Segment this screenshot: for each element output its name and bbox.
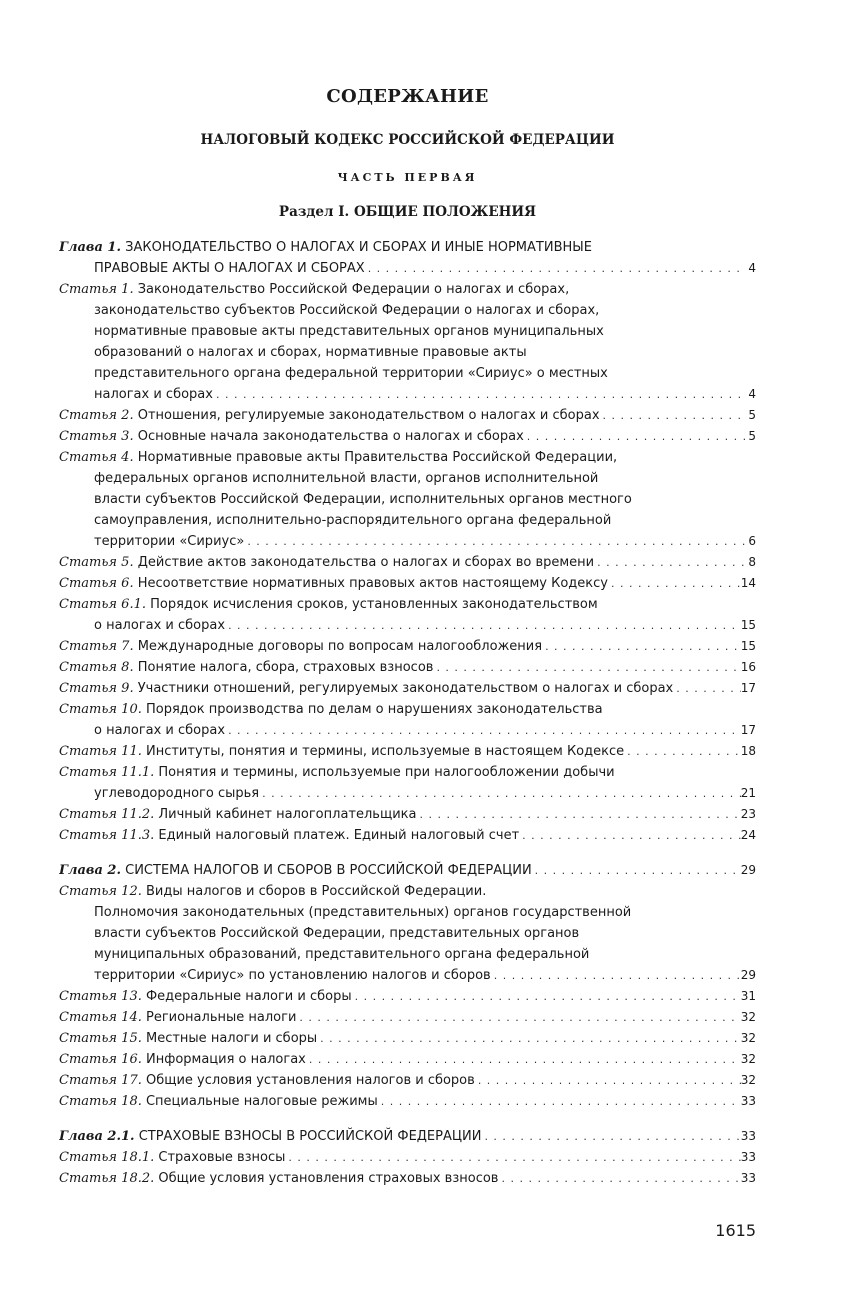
- toc-entry-label: Глава 1.: [59, 240, 121, 255]
- toc-entry-text: территории «Сириус» по установлению налогов и сборов: [94, 968, 491, 983]
- toc-chapter-entry[interactable]: [59, 237, 756, 279]
- toc-entry-label: Статья 12.: [59, 884, 142, 899]
- toc-entry-text: Федеральные налоги и сборы: [145, 989, 352, 1004]
- toc-page-number: 4: [748, 387, 756, 401]
- toc-page-number: 33: [740, 1094, 756, 1108]
- toc-page-number: 29: [740, 968, 756, 982]
- toc-article-entry[interactable]: [59, 986, 756, 1007]
- toc-article-entry[interactable]: [59, 279, 756, 405]
- toc-page-number: 17: [740, 681, 756, 695]
- toc-entry-text: Общие условия установления страховых взносов: [158, 1171, 499, 1186]
- toc-article-entry[interactable]: [59, 426, 756, 447]
- toc-article-entry[interactable]: [59, 741, 756, 762]
- leader-dots: [524, 426, 746, 447]
- toc-article-entry[interactable]: [59, 594, 756, 636]
- toc-article-entry[interactable]: [59, 1007, 756, 1028]
- leader-dots: [225, 615, 741, 636]
- toc-entry-label: Статья 17.: [59, 1073, 142, 1088]
- leader-dots: [491, 965, 741, 986]
- toc-entry-text: Специальные налоговые режимы: [145, 1094, 378, 1109]
- toc-page-number: 24: [740, 828, 756, 842]
- leader-dots: [624, 741, 741, 762]
- toc-entry-label: Глава 2.1.: [59, 1129, 135, 1144]
- toc-article-entry[interactable]: [59, 762, 756, 804]
- part-title: ЧАСТЬ ПЕРВАЯ: [337, 171, 478, 184]
- toc-entry-label: Статья 9.: [59, 681, 134, 696]
- toc-article-entry[interactable]: [59, 657, 756, 678]
- page-title: СОДЕРЖАНИЕ: [326, 86, 489, 107]
- toc-entry-text: муниципальных образований, представительного органа федеральной: [94, 947, 590, 962]
- toc-chapter-entry[interactable]: [59, 860, 756, 881]
- toc-entry-text: Законодательство Российской Федерации о налогах и сборах,: [137, 282, 570, 297]
- leader-dots: [519, 825, 741, 846]
- toc-entry-text: Несоответствие нормативных правовых актов настоящему Кодексу: [137, 576, 608, 591]
- toc-entry-text: ПРАВОВЫЕ АКТЫ О НАЛОГАХ И СБОРАХ: [94, 261, 365, 276]
- toc-entry-text: Понятие налога, сбора, страховых взносов: [137, 660, 434, 675]
- toc-page-number: 18: [740, 744, 756, 758]
- toc-entry-label: Глава 2.: [59, 863, 121, 878]
- leader-dots: [378, 1091, 741, 1112]
- toc-entry-text: федеральных органов исполнительной власти, органов исполнительной: [94, 471, 599, 486]
- toc-entry-text: Институты, понятия и термины, используемые в настоящем Кодексе: [145, 744, 625, 759]
- toc-article-entry[interactable]: [59, 552, 756, 573]
- leader-dots: [498, 1168, 740, 1189]
- leader-dots: [594, 552, 746, 573]
- table-of-contents: [59, 237, 756, 1189]
- toc-entry-text: самоуправления, исполнительно-распорядительного органа федеральной: [94, 513, 612, 528]
- toc-entry-text: Региональные налоги: [145, 1010, 297, 1025]
- toc-entry-text: власти субъектов Российской Федерации, представительных органов: [94, 926, 580, 941]
- toc-entry-text: Понятия и термины, используемые при налогообложении добычи: [158, 765, 615, 780]
- toc-entry-label: Статья 11.2.: [59, 807, 155, 822]
- leader-dots: [481, 1126, 740, 1147]
- toc-page-number: 33: [740, 1150, 756, 1164]
- chapter-gap: [59, 1112, 756, 1126]
- toc-entry-label: Статья 11.3.: [59, 828, 155, 843]
- toc-entry-text: Местные налоги и сборы: [145, 1031, 318, 1046]
- toc-entry-text: СТРАХОВЫЕ ВЗНОСЫ В РОССИЙСКОЙ ФЕДЕРАЦИИ: [138, 1129, 482, 1144]
- toc-entry-label: Статья 11.: [59, 744, 142, 759]
- toc-entry-text: Полномочия законодательных (представительных) органов государственной: [94, 905, 632, 920]
- toc-entry-label: Статья 18.2.: [59, 1171, 155, 1186]
- toc-page-number: 14: [740, 576, 756, 590]
- toc-page-number: 8: [748, 555, 756, 569]
- toc-page-number: 32: [740, 1073, 756, 1087]
- toc-entry-text: Общие условия установления налогов и сборов: [145, 1073, 475, 1088]
- leader-dots: [317, 1028, 741, 1049]
- toc-entry-text: власти субъектов Российской Федерации, исполнительных органов местного: [94, 492, 632, 507]
- toc-entry-text: Информация о налогах: [145, 1052, 306, 1067]
- toc-entry-text: Отношения, регулируемые законодательством о налогах и сборах: [137, 408, 600, 423]
- toc-entry-label: Статья 13.: [59, 989, 142, 1004]
- toc-entry-label: Статья 10.: [59, 702, 142, 717]
- toc-page-number: 33: [740, 1171, 756, 1185]
- leader-dots: [225, 720, 741, 741]
- toc-entry-text: образований о налогах и сборах, нормативные правовые акты: [94, 345, 527, 360]
- toc-page-number: 16: [740, 660, 756, 674]
- toc-entry-text: Действие актов законодательства о налогах и сборах во времени: [137, 555, 595, 570]
- toc-article-entry[interactable]: [59, 447, 756, 552]
- leader-dots: [433, 657, 740, 678]
- toc-entry-text: Международные договоры по вопросам налогообложения: [137, 639, 543, 654]
- toc-entry-text: налогах и сборах: [94, 387, 213, 402]
- toc-entry-text: Единый налоговый платеж. Единый налоговый счет: [158, 828, 520, 843]
- section-title: Раздел I. ОБЩИЕ ПОЛОЖЕНИЯ: [278, 204, 537, 220]
- toc-page-number: 17: [740, 723, 756, 737]
- toc-chapter-entry[interactable]: [59, 1126, 756, 1147]
- toc-entry-label: Статья 15.: [59, 1031, 142, 1046]
- toc-article-entry[interactable]: [59, 1070, 756, 1091]
- toc-article-entry[interactable]: [59, 573, 756, 594]
- toc-entry-text: о налогах и сборах: [94, 618, 226, 633]
- toc-entry-text: законодательство субъектов Российской Федерации о налогах и сборах,: [94, 303, 600, 318]
- toc-entry-label: Статья 14.: [59, 1010, 142, 1025]
- toc-entry-text: территории «Сириус»: [94, 534, 245, 549]
- toc-entry-label: Статья 3.: [59, 429, 134, 444]
- toc-page-number: 32: [740, 1010, 756, 1024]
- toc-entry-label: Статья 4.: [59, 450, 134, 465]
- toc-article-entry[interactable]: [59, 1049, 756, 1070]
- leader-dots: [365, 258, 746, 279]
- toc-page-number: 32: [740, 1052, 756, 1066]
- toc-entry-text: о налогах и сборах: [94, 723, 226, 738]
- toc-entry-text: Личный кабинет налогоплательщика: [158, 807, 417, 822]
- leader-dots: [259, 783, 741, 804]
- toc-article-entry[interactable]: [59, 881, 756, 986]
- toc-entry-label: Статья 5.: [59, 555, 134, 570]
- toc-entry-label: Статья 11.1.: [59, 765, 155, 780]
- toc-page-number: 15: [740, 618, 756, 632]
- toc-entry-text: Нормативные правовые акты Правительства Российской Федерации,: [137, 450, 618, 465]
- code-title: НАЛОГОВЫЙ КОДЕКС РОССИЙСКОЙ ФЕДЕРАЦИИ: [200, 132, 615, 148]
- toc-entry-text: Участники отношений, регулируемых законодательством о налогах и сборах: [137, 681, 674, 696]
- toc-entry-text: Порядок исчисления сроков, установленных законодательством: [150, 597, 598, 612]
- toc-entry-text: СИСТЕМА НАЛОГОВ И СБОРОВ В РОССИЙСКОЙ ФЕДЕРАЦИИ: [125, 863, 532, 878]
- leader-dots: [306, 1049, 741, 1070]
- toc-page-number: 6: [748, 534, 756, 548]
- toc-article-entry[interactable]: [59, 804, 756, 825]
- leader-dots: [285, 1147, 740, 1168]
- leader-dots: [244, 531, 746, 552]
- leader-dots: [542, 636, 741, 657]
- toc-page-number: 31: [740, 989, 756, 1003]
- toc-page-number: 33: [740, 1129, 756, 1143]
- chapter-gap: [59, 846, 756, 860]
- toc-entry-text: Порядок производства по делам о нарушениях законодательства: [145, 702, 603, 717]
- toc-entry-label: Статья 16.: [59, 1052, 142, 1067]
- toc-entry-label: Статья 7.: [59, 639, 134, 654]
- toc-entry-label: Статья 1.: [59, 282, 134, 297]
- toc-entry-label: Статья 2.: [59, 408, 134, 423]
- toc-article-entry[interactable]: [59, 699, 756, 741]
- leader-dots: [475, 1070, 741, 1091]
- toc-entry-text: Основные начала законодательства о налогах и сборах: [137, 429, 524, 444]
- leader-dots: [600, 405, 746, 426]
- leader-dots: [608, 573, 741, 594]
- leader-dots: [296, 1007, 740, 1028]
- toc-entry-text: углеводородного сырья: [94, 786, 260, 801]
- toc-entry-text: ЗАКОНОДАТЕЛЬСТВО О НАЛОГАХ И СБОРАХ И ИНЫЕ НОРМАТИВНЫЕ: [125, 240, 592, 255]
- toc-article-entry[interactable]: [59, 1028, 756, 1049]
- toc-page-number: 23: [740, 807, 756, 821]
- leader-dots: [213, 384, 746, 405]
- toc-page-number: 29: [740, 863, 756, 877]
- toc-entry-text: Виды налогов и сборов в Российской Федерации.: [145, 884, 487, 899]
- toc-page-number: 21: [740, 786, 756, 800]
- toc-page-number: 4: [748, 261, 756, 275]
- toc-article-entry[interactable]: [59, 405, 756, 426]
- toc-entry-label: Статья 6.1.: [59, 597, 146, 612]
- leader-dots: [416, 804, 740, 825]
- toc-entry-label: Статья 8.: [59, 660, 134, 675]
- toc-article-entry[interactable]: [59, 678, 756, 699]
- toc-article-entry[interactable]: [59, 636, 756, 657]
- toc-article-entry[interactable]: [59, 1147, 756, 1168]
- leader-dots: [352, 986, 741, 1007]
- leader-dots: [673, 678, 740, 699]
- toc-entry-label: Статья 6.: [59, 576, 134, 591]
- toc-article-entry[interactable]: [59, 1168, 756, 1189]
- toc-entry-label: Статья 18.: [59, 1094, 142, 1109]
- page-number: 1615: [715, 1221, 756, 1240]
- toc-entry-text: Страховые взносы: [158, 1150, 286, 1165]
- toc-page: [59, 0, 756, 1312]
- toc-article-entry[interactable]: [59, 825, 756, 846]
- leader-dots: [532, 860, 741, 881]
- toc-entry-text: представительного органа федеральной территории «Сириус» о местных: [94, 366, 608, 381]
- toc-article-entry[interactable]: [59, 1091, 756, 1112]
- toc-page-number: 5: [748, 408, 756, 422]
- toc-entry-label: Статья 18.1.: [59, 1150, 155, 1165]
- toc-page-number: 5: [748, 429, 756, 443]
- toc-page-number: 32: [740, 1031, 756, 1045]
- toc-entry-text: нормативные правовые акты представительных органов муниципальных: [94, 324, 604, 339]
- toc-page-number: 15: [740, 639, 756, 653]
